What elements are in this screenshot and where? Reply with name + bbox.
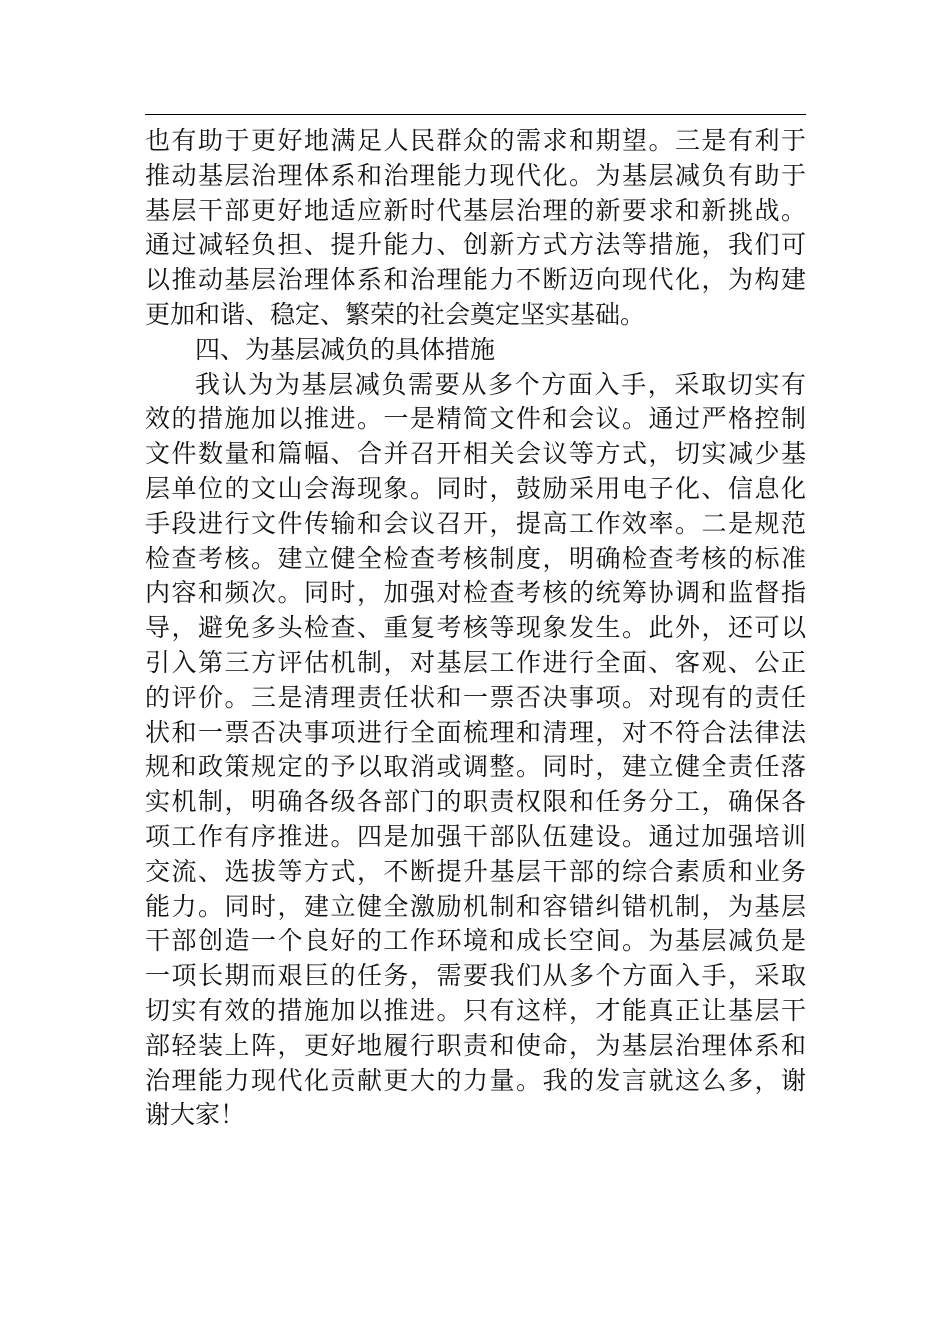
text-line: 导，避免多头检查、重复考核等现象发生。此外，还可以 (145, 613, 806, 643)
text-line: 谢大家！ (145, 1100, 246, 1130)
text-line: 通过减轻负担、提升能力、创新方式方法等措施，我们可 (145, 230, 806, 260)
text-line: 一项长期而艰巨的任务，需要我们从多个方面入手，采取 (145, 961, 806, 991)
text-line: 的评价。三是清理责任状和一票否决事项。对现有的责任 (145, 682, 806, 712)
document-body (145, 124, 806, 1133)
text-line: 治理能力现代化贡献更大的力量。我的发言就这么多，谢 (145, 1065, 806, 1095)
text-line: 也有助于更好地满足人民群众的需求和期望。三是有利于 (145, 126, 806, 155)
text-line: 引入第三方评估机制，对基层工作进行全面、客观、公正 (145, 647, 806, 677)
text-line: 推动基层治理体系和治理能力现代化。为基层减负有助于 (145, 160, 806, 190)
text-line: 干部创造一个良好的工作环境和成长空间。为基层减负是 (145, 926, 806, 956)
header-rule (145, 114, 806, 115)
text-line: 文件数量和篇幅、合并召开相关会议等方式，切实减少基 (145, 439, 806, 469)
text-line: 检查考核。建立健全检查考核制度，明确检查考核的标准 (145, 543, 806, 573)
text-line: 规和政策规定的予以取消或调整。同时，建立健全责任落 (145, 752, 806, 782)
text-line: 效的措施加以推进。一是精简文件和会议。通过严格控制 (145, 404, 806, 434)
text-line: 内容和频次。同时，加强对检查考核的统筹协调和监督指 (145, 578, 806, 608)
section-heading-text: 四、为基层减负的具体措施 (195, 334, 496, 364)
text-line: 状和一票否决事项进行全面梳理和清理，对不符合法律法 (145, 717, 806, 747)
text-line: 交流、选拔等方式，不断提升基层干部的综合素质和业务 (145, 856, 806, 886)
text-line: 基层干部更好地适应新时代基层治理的新要求和新挑战。 (145, 195, 806, 225)
text-line: 手段进行文件传输和会议召开，提高工作效率。二是规范 (145, 508, 806, 538)
text-line: 更加和谐、稳定、繁荣的社会奠定坚实基础。 (145, 299, 646, 329)
text-line: 部轻装上阵，更好地履行职责和使命，为基层治理体系和 (145, 1030, 806, 1060)
text-line: 我认为为基层减负需要从多个方面入手，采取切实有 (195, 369, 806, 399)
text-line: 实机制，明确各级各部门的职责权限和任务分工，确保各 (145, 787, 806, 817)
text-line: 切实有效的措施加以推进。只有这样，才能真正让基层干 (145, 995, 806, 1025)
section-heading (145, 333, 806, 368)
paragraph-2 (145, 368, 806, 1134)
paragraph-1 (145, 124, 806, 333)
text-line: 能力。同时，建立健全激励机制和容错纠错机制，为基层 (145, 891, 806, 921)
text-line: 项工作有序推进。四是加强干部队伍建设。通过加强培训 (145, 821, 806, 851)
text-line: 以推动基层治理体系和治理能力不断迈向现代化，为构建 (145, 265, 806, 295)
text-line: 层单位的文山会海现象。同时，鼓励采用电子化、信息化 (145, 473, 806, 503)
